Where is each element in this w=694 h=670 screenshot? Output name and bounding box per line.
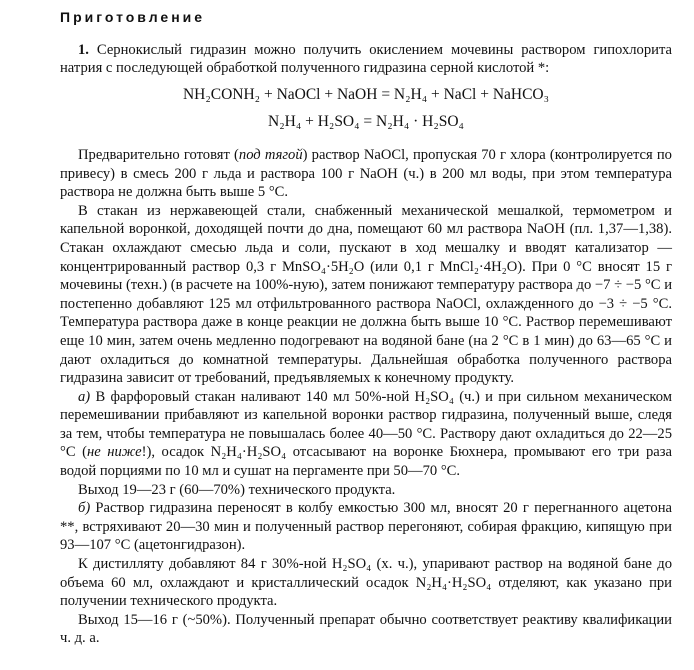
paragraph-yield-a: Выход 19—23 г (60—70%) технического продукта. <box>78 481 396 498</box>
p4-italic: не ниже <box>86 444 142 461</box>
paragraph-variant-a <box>60 388 672 481</box>
equation-2: N₂H₄ + H₂SO₄ = N₂H₄ · H₂SO₄ <box>268 113 464 131</box>
p2-before: Предварительно готовят ( <box>78 146 239 163</box>
paragraph-distillate: К дистилляту добавляют 84 г 30%-ной H₂SO₄ (х. ч.), упаривают раствор на водяной бане до объема 60 мл, охлаждают и кристаллический осадок N₂H₄·H₂SO₄ отделяют, как указано при получении технического продукта. <box>60 556 672 610</box>
p4-after: !), осадок N₂H₄·H₂SO₄ отсасывают на воронке Бюхнера, промывают его три раза водой порциями по 10 мл и сушат на пергаменте при 50—70 °С. <box>60 444 672 480</box>
item-number: 1. <box>78 41 89 58</box>
p4-before: В фарфоровый стакан наливают 140 мл 50%-ной H₂SO₄ (ч.) и при сильном механическом перемешивании прибавляют из капельной воронки раствор гидразина, полученный выше, следя за тем, чтобы температура не повышалась более 40—50 °С. Раствору дают охладиться до 22—25 °С ( <box>60 388 672 461</box>
paragraph-hypochlorite <box>60 146 672 202</box>
paragraph-intro <box>60 41 672 78</box>
p2-after: ) раствор NaOCl, пропуская 70 г хлора (контролируется по привесу) в смесь 200 г льда и раствора 100 г NaOH (ч.) в 200 мл воды, при этом температура раствора не должна быть выше 5 °С. <box>60 146 672 201</box>
variant-b-label: б) <box>78 500 91 517</box>
intro-text: Сернокислый гидразин можно получить окислением мочевины раствором гипохлорита натрия с последующей обработкой полученного гидразина серной кислотой *: <box>60 41 672 77</box>
paragraph-reaction: В стакан из нержавеющей стали, снабженный механической мешалкой, термометром и капельной воронкой, доходящей почти до дна, помещают 60 мл раствора NaOH (пл. 1,37—1,38). Стакан охлаждают смесью льда и соли, пускают в ход мешалку и вводят катализатор — концентрированный раствор 0,3 г MnSO₄·5H₂O (или 0,1 г MnCl₂·4H₂O). При 0 °С вносят 15 г мочевины (техн.) (в расчете на 100%-ную), затем понижают температуру раствора до −7 ÷ −5 °С и постепенно добавляют 125 мл отфильтрованного раствора NaOCl, охлажденного до −3 ÷ −5 °С. Температура раствора даже в конце реакции не должна быть выше 10 °С. Раствор перемешивают еще 10 мин, затем очень медленно подогревают на водяной бане (на 2 °С в 1 мин) до 63—65 °С и дают охладиться до комнатной температуры. Дальнейшая обработка полученного раствора гидразина зависит от требований, предъявляемых к конечному продукту. <box>60 202 672 387</box>
paragraph-variant-b <box>60 499 672 555</box>
variant-a-label: а) <box>78 388 91 405</box>
section-heading: Приготовление <box>60 9 206 25</box>
equation-1: NH₂CONH₂ + NaOCl + NaOH = N₂H₄ + NaCl + NaHCO₃ <box>182 85 550 103</box>
paragraph-yield-b: Выход 15—16 г (~50%). Полученный препарат обычно соответствует реактиву квалификации ч. д. а. <box>60 611 672 647</box>
p6-text: Раствор гидразина переносят в колбу емкостью 300 мл, вносят 20 г перегнанного ацетона **, встряхивают 20—30 мин и полученный раствор перегоняют, собирая фракцию, кипящую при 93—107 °С (ацетонгидразон). <box>60 500 672 554</box>
p2-italic: под тягой <box>238 146 303 163</box>
